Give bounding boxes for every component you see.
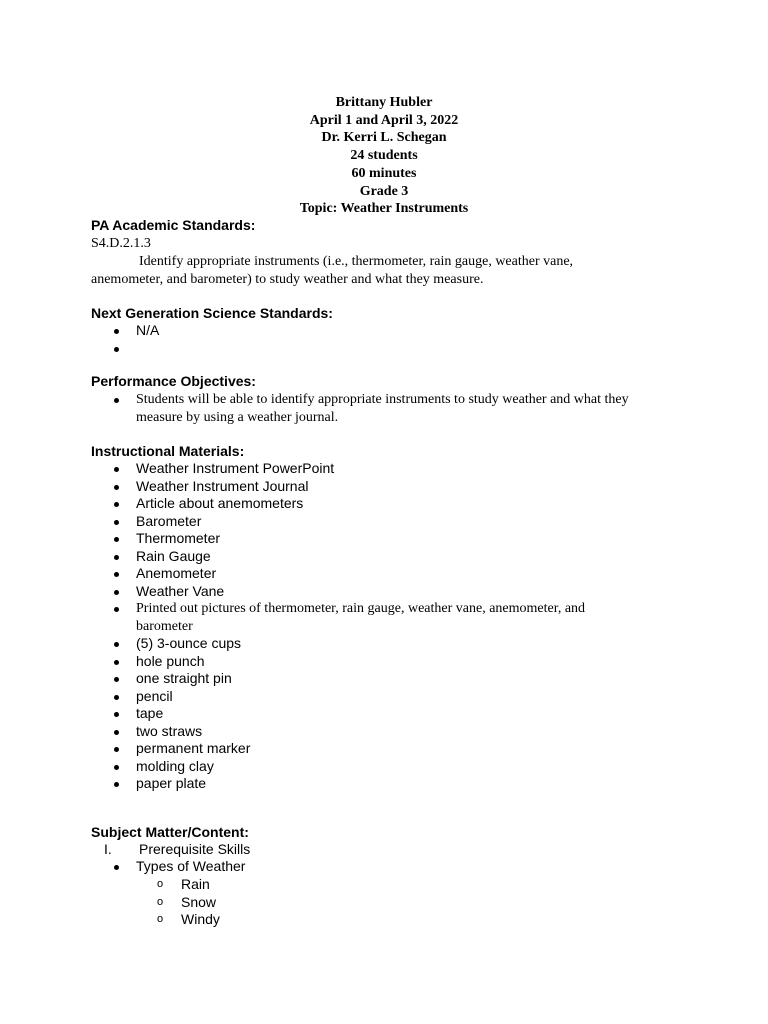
- subject-bullet-list: [0, 858, 768, 876]
- list-item: [0, 340, 768, 358]
- list-item: Rain Gauge: [0, 548, 768, 566]
- list-item: tape: [0, 705, 768, 723]
- materials-heading: Instructional Materials:: [91, 443, 245, 459]
- weather-types-list: [0, 876, 768, 929]
- list-item: Anemometer: [0, 565, 768, 583]
- list-item: (5) 3-ounce cups: [0, 635, 768, 653]
- bullet-icon: [114, 329, 119, 334]
- list-item: Thermometer: [0, 530, 768, 548]
- list-item: molding clay: [0, 758, 768, 776]
- lesson-duration: 60 minutes: [351, 165, 417, 181]
- pa-standards-heading: PA Academic Standards:: [91, 217, 256, 233]
- bullet-icon: [114, 520, 119, 525]
- bullet-icon: [114, 730, 119, 735]
- pa-standard-code: S4.D.2.1.3: [91, 236, 151, 251]
- list-item: permanent marker: [0, 740, 768, 758]
- list-item: Weather Instrument Journal: [0, 478, 768, 496]
- ngss-list: [0, 322, 768, 357]
- bullet-icon: [114, 347, 119, 352]
- bullet-icon: [114, 677, 119, 682]
- pa-standard-text-line2: anemometer, and barometer) to study weather and what they measure.: [91, 272, 484, 287]
- list-item: Weather Vane: [0, 583, 768, 601]
- student-count: 24 students: [350, 148, 418, 164]
- bullet-icon: [114, 865, 119, 870]
- lesson-topic: Topic: Weather Instruments: [299, 201, 469, 217]
- bullet-icon: [114, 555, 119, 560]
- grade-level: Grade 3: [359, 183, 409, 199]
- list-item: o Rain: [157, 876, 210, 892]
- list-item: paper plate: [0, 775, 768, 793]
- bullet-icon: [114, 572, 119, 577]
- sub-bullet-icon: o: [157, 878, 164, 890]
- list-item: two straws: [0, 723, 768, 741]
- bullet-icon: [114, 502, 119, 507]
- lesson-dates: April 1 and April 3, 2022: [309, 112, 459, 128]
- prerequisite-skills-label: Prerequisite Skills: [139, 841, 251, 857]
- bullet-icon: [114, 765, 119, 770]
- list-item: Article about anemometers: [0, 495, 768, 513]
- subject-heading: Subject Matter/Content:: [91, 824, 249, 840]
- bullet-icon: [114, 660, 119, 665]
- objectives-heading: Performance Objectives:: [91, 373, 256, 389]
- list-item: hole punch: [0, 653, 768, 671]
- bullet-icon: [114, 398, 119, 403]
- bullet-icon: [114, 537, 119, 542]
- list-item: Barometer: [0, 513, 768, 531]
- list-item-continuation: measure by using a weather journal.: [136, 409, 339, 425]
- bullet-icon: [114, 747, 119, 752]
- lesson-header: [0, 94, 768, 218]
- objectives-list: [0, 391, 768, 426]
- roman-numeral: I.: [104, 841, 112, 857]
- bullet-icon: [114, 590, 119, 595]
- ngss-heading: Next Generation Science Standards:: [91, 305, 333, 321]
- list-item: Students will be able to identify appropriate instruments to study weather and what they: [0, 391, 768, 409]
- list-item: o Windy: [157, 911, 220, 927]
- list-item: Printed out pictures of thermometer, rain gauge, weather vane, anemometer, and: [0, 600, 768, 618]
- sub-bullet-icon: o: [157, 895, 164, 908]
- bullet-icon: [114, 712, 119, 717]
- bullet-icon: [114, 695, 119, 700]
- teacher-name: Brittany Hubler: [335, 95, 433, 110]
- list-item: Types of Weather: [0, 858, 768, 876]
- bullet-icon: [114, 485, 119, 490]
- materials-list: [0, 460, 768, 793]
- bullet-icon: [114, 467, 119, 472]
- list-item-continuation: barometer: [136, 618, 193, 634]
- sub-bullet-icon: o: [157, 913, 164, 925]
- bullet-icon: [114, 642, 119, 647]
- instructor-name: Dr. Kerri L. Schegan: [321, 130, 447, 146]
- list-item: N/A: [0, 322, 768, 340]
- list-item: o Snow: [157, 893, 217, 910]
- list-item: one straight pin: [0, 670, 768, 688]
- list-item: Weather Instrument PowerPoint: [0, 460, 768, 478]
- pa-standard-text-line1: Identify appropriate instruments (i.e., thermometer, rain gauge, weather vane,: [139, 254, 574, 269]
- bullet-icon: [114, 607, 119, 612]
- bullet-icon: [114, 782, 119, 787]
- list-item: pencil: [0, 688, 768, 706]
